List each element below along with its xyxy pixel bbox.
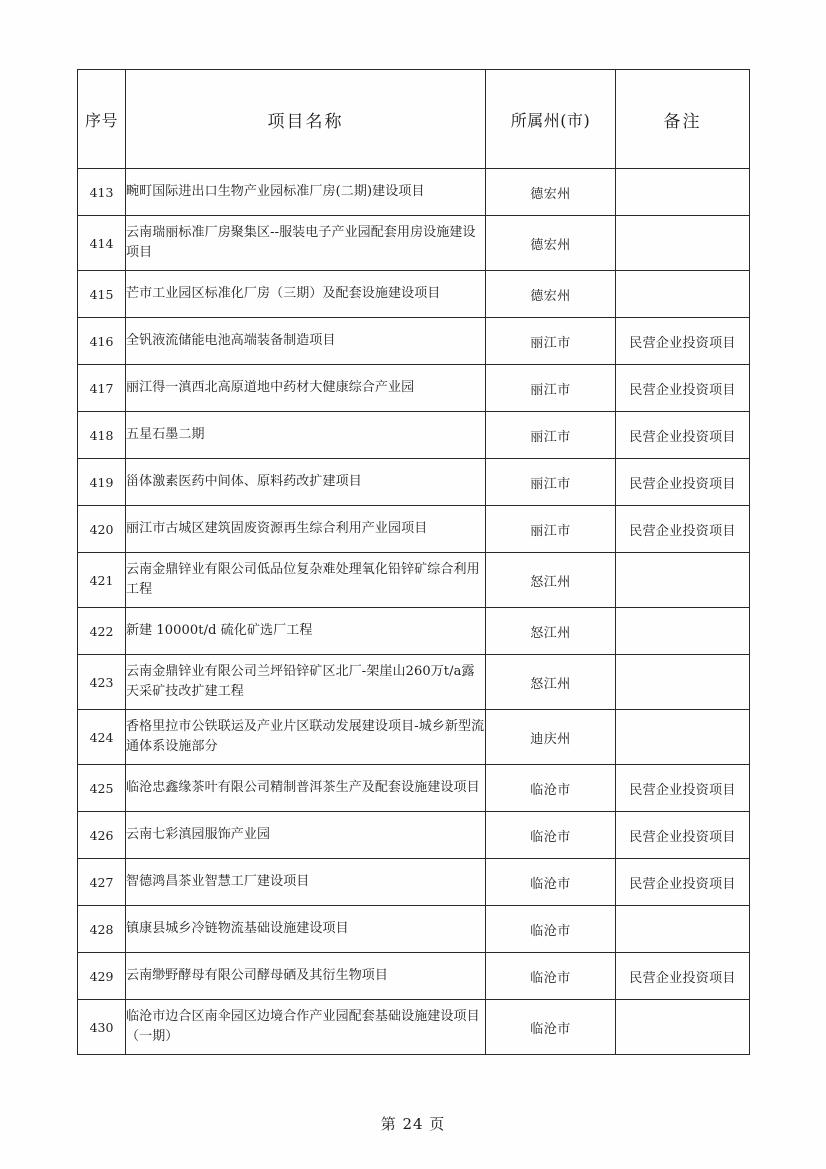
cell-project-name: 临沧忠鑫缘茶叶有限公司精制普洱茶生产及配套设施建设项目	[126, 765, 486, 812]
cell-region: 丽江市	[486, 318, 616, 365]
cell-region: 临沧市	[486, 1000, 616, 1055]
table-row	[78, 710, 750, 765]
cell-serial-number: 415	[78, 271, 126, 318]
cell-serial-number: 414	[78, 216, 126, 271]
cell-project-name: 丽江市古城区建筑固废资源再生综合利用产业园项目	[126, 506, 486, 553]
cell-region: 德宏州	[486, 216, 616, 271]
cell-project-name: 镇康县城乡冷链物流基础设施建设项目	[126, 906, 486, 953]
cell-remark: 民营企业投资项目	[616, 459, 750, 506]
table-header-row	[78, 70, 750, 169]
cell-serial-number: 420	[78, 506, 126, 553]
cell-serial-number: 427	[78, 859, 126, 906]
cell-project-name: 云南七彩滇园服饰产业园	[126, 812, 486, 859]
table-row	[78, 608, 750, 655]
cell-region: 迪庆州	[486, 710, 616, 765]
cell-project-name: 临沧市边合区南伞园区边境合作产业园配套基础设施建设项目（一期）	[126, 1000, 486, 1055]
cell-serial-number: 426	[78, 812, 126, 859]
table-row	[78, 859, 750, 906]
cell-region: 临沧市	[486, 812, 616, 859]
cell-serial-number: 429	[78, 953, 126, 1000]
cell-project-name: 甾体激素医药中间体、原料药改扩建项目	[126, 459, 486, 506]
cell-remark	[616, 553, 750, 608]
cell-region: 临沧市	[486, 953, 616, 1000]
cell-project-name: 智德鸿昌茶业智慧工厂建设项目	[126, 859, 486, 906]
cell-remark: 民营企业投资项目	[616, 365, 750, 412]
cell-remark: 民营企业投资项目	[616, 953, 750, 1000]
table-row	[78, 553, 750, 608]
cell-remark: 民营企业投资项目	[616, 859, 750, 906]
cell-project-name: 云南金鼎锌业有限公司兰坪铅锌矿区北厂-架崖山260万t/a露天采矿技改扩建工程	[126, 655, 486, 710]
cell-remark: 民营企业投资项目	[616, 765, 750, 812]
cell-region: 临沧市	[486, 906, 616, 953]
cell-remark: 民营企业投资项目	[616, 318, 750, 365]
table-row	[78, 1000, 750, 1055]
cell-project-name: 丽江得一滇西北高原道地中药材大健康综合产业园	[126, 365, 486, 412]
cell-remark	[616, 271, 750, 318]
cell-remark	[616, 1000, 750, 1055]
cell-serial-number: 416	[78, 318, 126, 365]
cell-serial-number: 428	[78, 906, 126, 953]
cell-region: 怒江州	[486, 655, 616, 710]
cell-region: 怒江州	[486, 608, 616, 655]
table-row	[78, 812, 750, 859]
cell-remark	[616, 655, 750, 710]
cell-serial-number: 421	[78, 553, 126, 608]
column-header-no: 序号	[78, 70, 126, 169]
cell-serial-number: 413	[78, 169, 126, 216]
cell-region: 临沧市	[486, 859, 616, 906]
cell-project-name: 畹町国际进出口生物产业园标准厂房(二期)建设项目	[126, 169, 486, 216]
cell-remark: 民营企业投资项目	[616, 506, 750, 553]
cell-remark	[616, 608, 750, 655]
cell-region: 德宏州	[486, 271, 616, 318]
project-list-table	[77, 69, 750, 1055]
cell-remark	[616, 169, 750, 216]
cell-project-name: 五星石墨二期	[126, 412, 486, 459]
table-row	[78, 655, 750, 710]
cell-region: 怒江州	[486, 553, 616, 608]
cell-project-name: 云南缈野酵母有限公司酵母硒及其衍生物项目	[126, 953, 486, 1000]
table-row	[78, 506, 750, 553]
table-row	[78, 765, 750, 812]
table-row	[78, 906, 750, 953]
cell-project-name: 云南瑞丽标准厂房聚集区--服装电子产业园配套用房设施建设项目	[126, 216, 486, 271]
cell-serial-number: 424	[78, 710, 126, 765]
cell-remark: 民营企业投资项目	[616, 812, 750, 859]
table-row	[78, 412, 750, 459]
cell-region: 丽江市	[486, 459, 616, 506]
cell-serial-number: 419	[78, 459, 126, 506]
cell-project-name: 新建 10000t/d 硫化矿选厂工程	[126, 608, 486, 655]
cell-serial-number: 425	[78, 765, 126, 812]
column-header-region: 所属州(市)	[486, 70, 616, 169]
cell-serial-number: 430	[78, 1000, 126, 1055]
cell-project-name: 芒市工业园区标准化厂房（三期）及配套设施建设项目	[126, 271, 486, 318]
cell-remark: 民营企业投资项目	[616, 412, 750, 459]
cell-region: 丽江市	[486, 506, 616, 553]
cell-serial-number: 417	[78, 365, 126, 412]
table-row	[78, 216, 750, 271]
cell-serial-number: 418	[78, 412, 126, 459]
cell-remark	[616, 710, 750, 765]
table-row	[78, 953, 750, 1000]
cell-region: 临沧市	[486, 765, 616, 812]
cell-project-name: 云南金鼎锌业有限公司低品位复杂难处理氧化铅锌矿综合利用工程	[126, 553, 486, 608]
table-row	[78, 459, 750, 506]
table-body	[78, 70, 750, 1055]
cell-project-name: 香格里拉市公铁联运及产业片区联动发展建设项目-城乡新型流通体系设施部分	[126, 710, 486, 765]
cell-remark	[616, 906, 750, 953]
column-header-name: 项目名称	[126, 70, 486, 169]
cell-region: 德宏州	[486, 169, 616, 216]
table-row	[78, 169, 750, 216]
table-row	[78, 271, 750, 318]
cell-serial-number: 423	[78, 655, 126, 710]
cell-region: 丽江市	[486, 412, 616, 459]
cell-remark	[616, 216, 750, 271]
cell-project-name: 全钒液流储能电池高端装备制造项目	[126, 318, 486, 365]
page-footer: 第 24 页	[380, 1115, 446, 1133]
cell-serial-number: 422	[78, 608, 126, 655]
project-table-container	[77, 69, 749, 1055]
cell-region: 丽江市	[486, 365, 616, 412]
table-row	[78, 318, 750, 365]
table-row	[78, 365, 750, 412]
column-header-remark: 备注	[616, 70, 750, 169]
